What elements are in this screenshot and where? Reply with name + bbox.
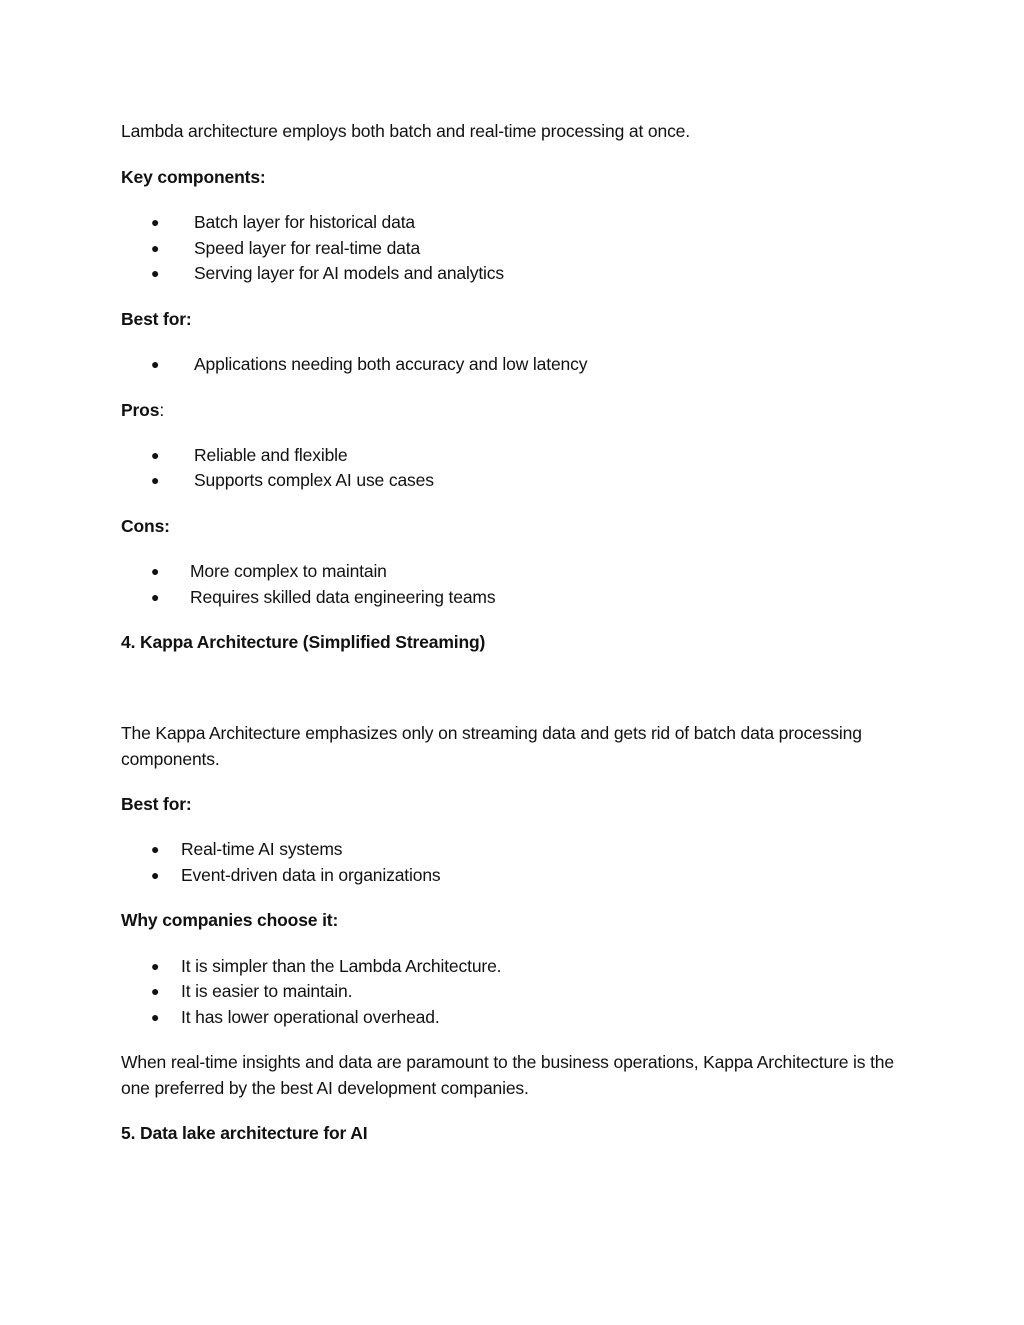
kappa-best-for-heading: Best for: xyxy=(121,794,192,814)
bullet-icon: ● xyxy=(151,472,160,488)
pros-heading xyxy=(121,398,164,423)
bullet-icon: ● xyxy=(151,265,160,281)
bullet-icon: ● xyxy=(151,867,160,883)
lambda-intro: Lambda architecture employs both batch and real-time processing at once. xyxy=(121,121,690,141)
bullet-icon: ● xyxy=(151,214,160,230)
kappa-conclusion: When real-time insights and data are paramount to the business operations, Kappa Architecture is the one preferred by the best AI development companies. xyxy=(121,1052,894,1098)
bullet-icon: ● xyxy=(151,356,160,372)
key-components-heading: Key components: xyxy=(121,167,266,187)
list-item-text: Speed layer for real-time data xyxy=(194,238,421,258)
list-item-text: Event-driven data in organizations xyxy=(181,865,441,885)
pros-heading-label: Pros xyxy=(121,400,160,420)
bullet-icon: ● xyxy=(151,447,160,463)
list-item-text: Real-time AI systems xyxy=(181,839,343,859)
list-item-text: It is simpler than the Lambda Architecture. xyxy=(181,956,502,976)
bullet-icon: ● xyxy=(151,589,160,605)
list-item-text: Batch layer for historical data xyxy=(194,212,416,232)
list-item-text: Serving layer for AI models and analytics xyxy=(194,263,504,283)
bullet-icon: ● xyxy=(151,841,160,857)
lambda-best-for-heading: Best for: xyxy=(121,309,192,329)
pros-heading-colon: : xyxy=(159,400,165,420)
list-item-text: Requires skilled data engineering teams xyxy=(190,587,496,607)
kappa-intro: The Kappa Architecture emphasizes only on streaming data and gets rid of batch data processing components. xyxy=(121,723,862,769)
bullet-icon: ● xyxy=(151,563,160,579)
bullet-icon: ● xyxy=(151,240,160,256)
list-item-text: It is easier to maintain. xyxy=(181,981,353,1001)
list-item-text: It has lower operational overhead. xyxy=(181,1007,440,1027)
bullet-icon: ● xyxy=(151,983,160,999)
bullet-icon: ● xyxy=(151,958,160,974)
list-item-text: Supports complex AI use cases xyxy=(194,470,434,490)
list-item-text: Reliable and flexible xyxy=(194,445,348,465)
data-lake-heading: 5. Data lake architecture for AI xyxy=(121,1123,368,1143)
why-heading: Why companies choose it: xyxy=(121,910,339,930)
kappa-heading: 4. Kappa Architecture (Simplified Streaming) xyxy=(121,632,486,652)
list-item-text: Applications needing both accuracy and low latency xyxy=(194,354,588,374)
list-item-text: More complex to maintain xyxy=(190,561,387,581)
bullet-icon: ● xyxy=(151,1009,160,1025)
cons-heading: Cons: xyxy=(121,516,170,536)
